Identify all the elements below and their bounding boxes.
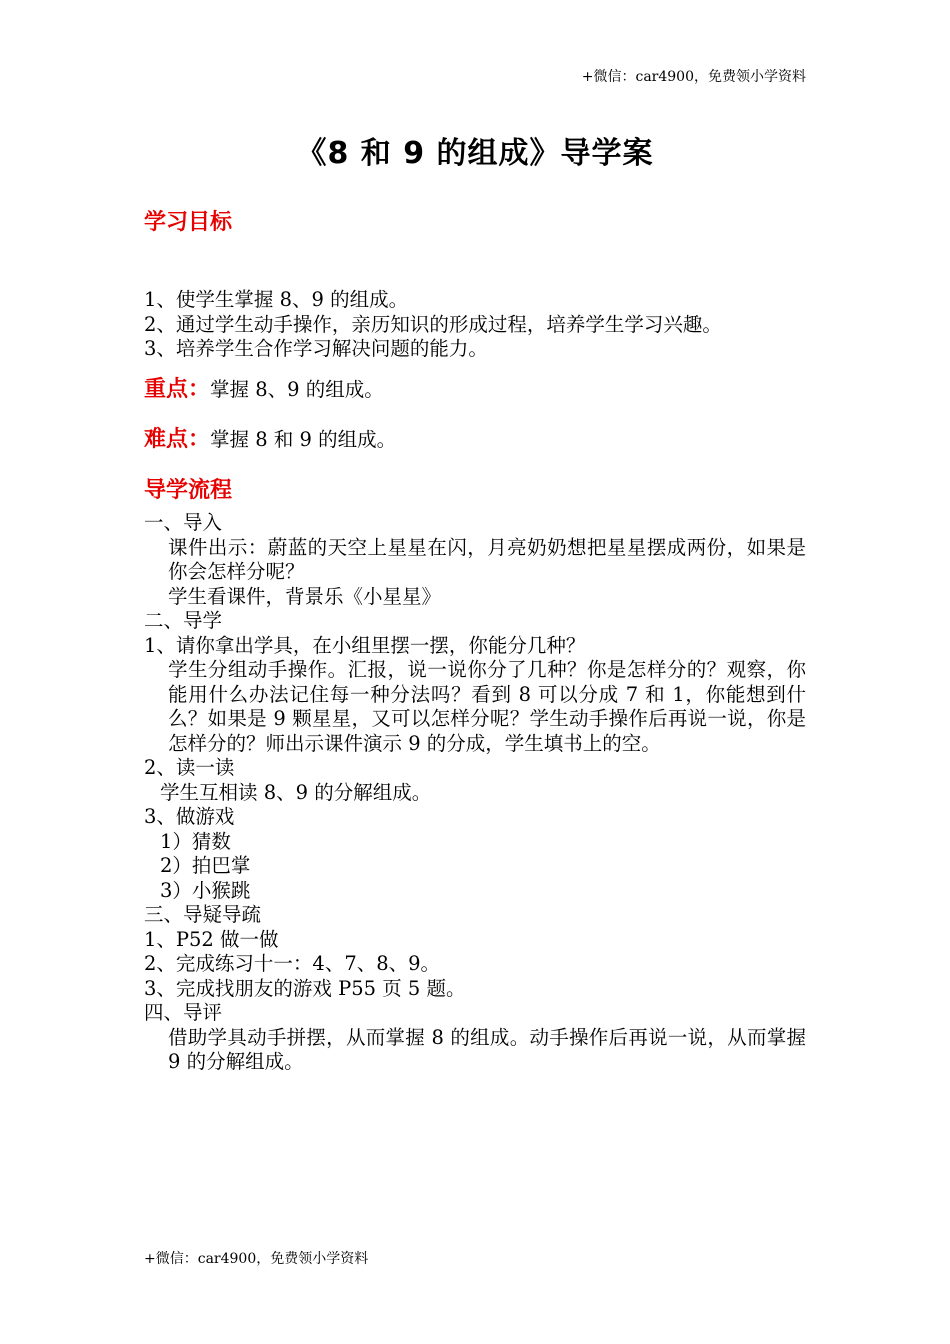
flow-item: 1、P52 做一做 — [144, 927, 279, 951]
objective-item: 3、培养学生合作学习解决问题的能力。 — [144, 337, 488, 360]
flow-body — [144, 511, 806, 1075]
flow-paragraph: 学生分组动手操作。汇报，说一说你分了几种？你是怎样分的？观察，你能用什么办法记住每一种分法吗？看到 8 可以分成 7 和 1，你能想到什么？如果是 9 颗星星，又可以怎样分呢？学生动手操作后再说一说，你是怎样分的？师出示课件演示 9 的分成，学生填书上的空。 — [168, 658, 806, 755]
header-note: +微信：car4900，免费领小学资料 — [581, 69, 806, 85]
section-heading: 一、导入 — [144, 511, 223, 534]
key-point-text: 掌握 8、9 的组成。 — [210, 378, 384, 401]
flow-item: 3、做游戏 — [144, 805, 235, 828]
objectives-heading: 学习目标 — [144, 210, 233, 235]
game-item: 2）拍巴掌 — [160, 854, 251, 877]
objective-item: 1、使学生掌握 8、9 的组成。 — [144, 288, 409, 311]
key-point — [144, 372, 384, 403]
objective-item: 2、通过学生动手操作，亲历知识的形成过程，培养学生学习兴趣。 — [144, 312, 722, 336]
flow-paragraph: 学生看课件，背景乐《小星星》 — [168, 584, 442, 608]
document-title: 《8 和 9 的组成》导学案 — [296, 136, 654, 171]
key-point-label: 重点： — [144, 377, 211, 402]
flow-paragraph: 借助学具动手拼摆，从而掌握 8 的组成。动手操作后再说一说，从而掌握 9 的分解组成。 — [168, 1025, 806, 1073]
game-item: 1）猜数 — [160, 829, 231, 853]
section-heading: 二、导学 — [144, 609, 223, 632]
flow-item: 2、读一读 — [144, 756, 235, 779]
section-heading: 四、导评 — [144, 1001, 223, 1024]
section-heading: 三、导疑导疏 — [144, 903, 262, 926]
flow-item: 1、请你拿出学具，在小组里摆一摆，你能分几种？ — [144, 633, 586, 657]
objectives-list — [144, 288, 806, 362]
difficulty-label: 难点： — [144, 427, 211, 452]
flow-paragraph: 学生互相读 8、9 的分解组成。 — [160, 780, 432, 804]
game-item: 3）小猴跳 — [160, 878, 251, 902]
flow-item: 2、完成练习十一：4、7、8、9。 — [144, 952, 441, 975]
flow-heading: 导学流程 — [144, 478, 233, 503]
difficulty — [144, 422, 396, 453]
footer-note: +微信：car4900，免费领小学资料 — [144, 1251, 369, 1267]
flow-item: 3、完成找朋友的游戏 P55 页 5 题。 — [144, 976, 466, 1000]
difficulty-text: 掌握 8 和 9 的组成。 — [210, 428, 397, 451]
flow-paragraph: 课件出示：蔚蓝的天空上星星在闪，月亮奶奶想把星星摆成两份，如果是你会怎样分呢？ — [168, 535, 806, 583]
